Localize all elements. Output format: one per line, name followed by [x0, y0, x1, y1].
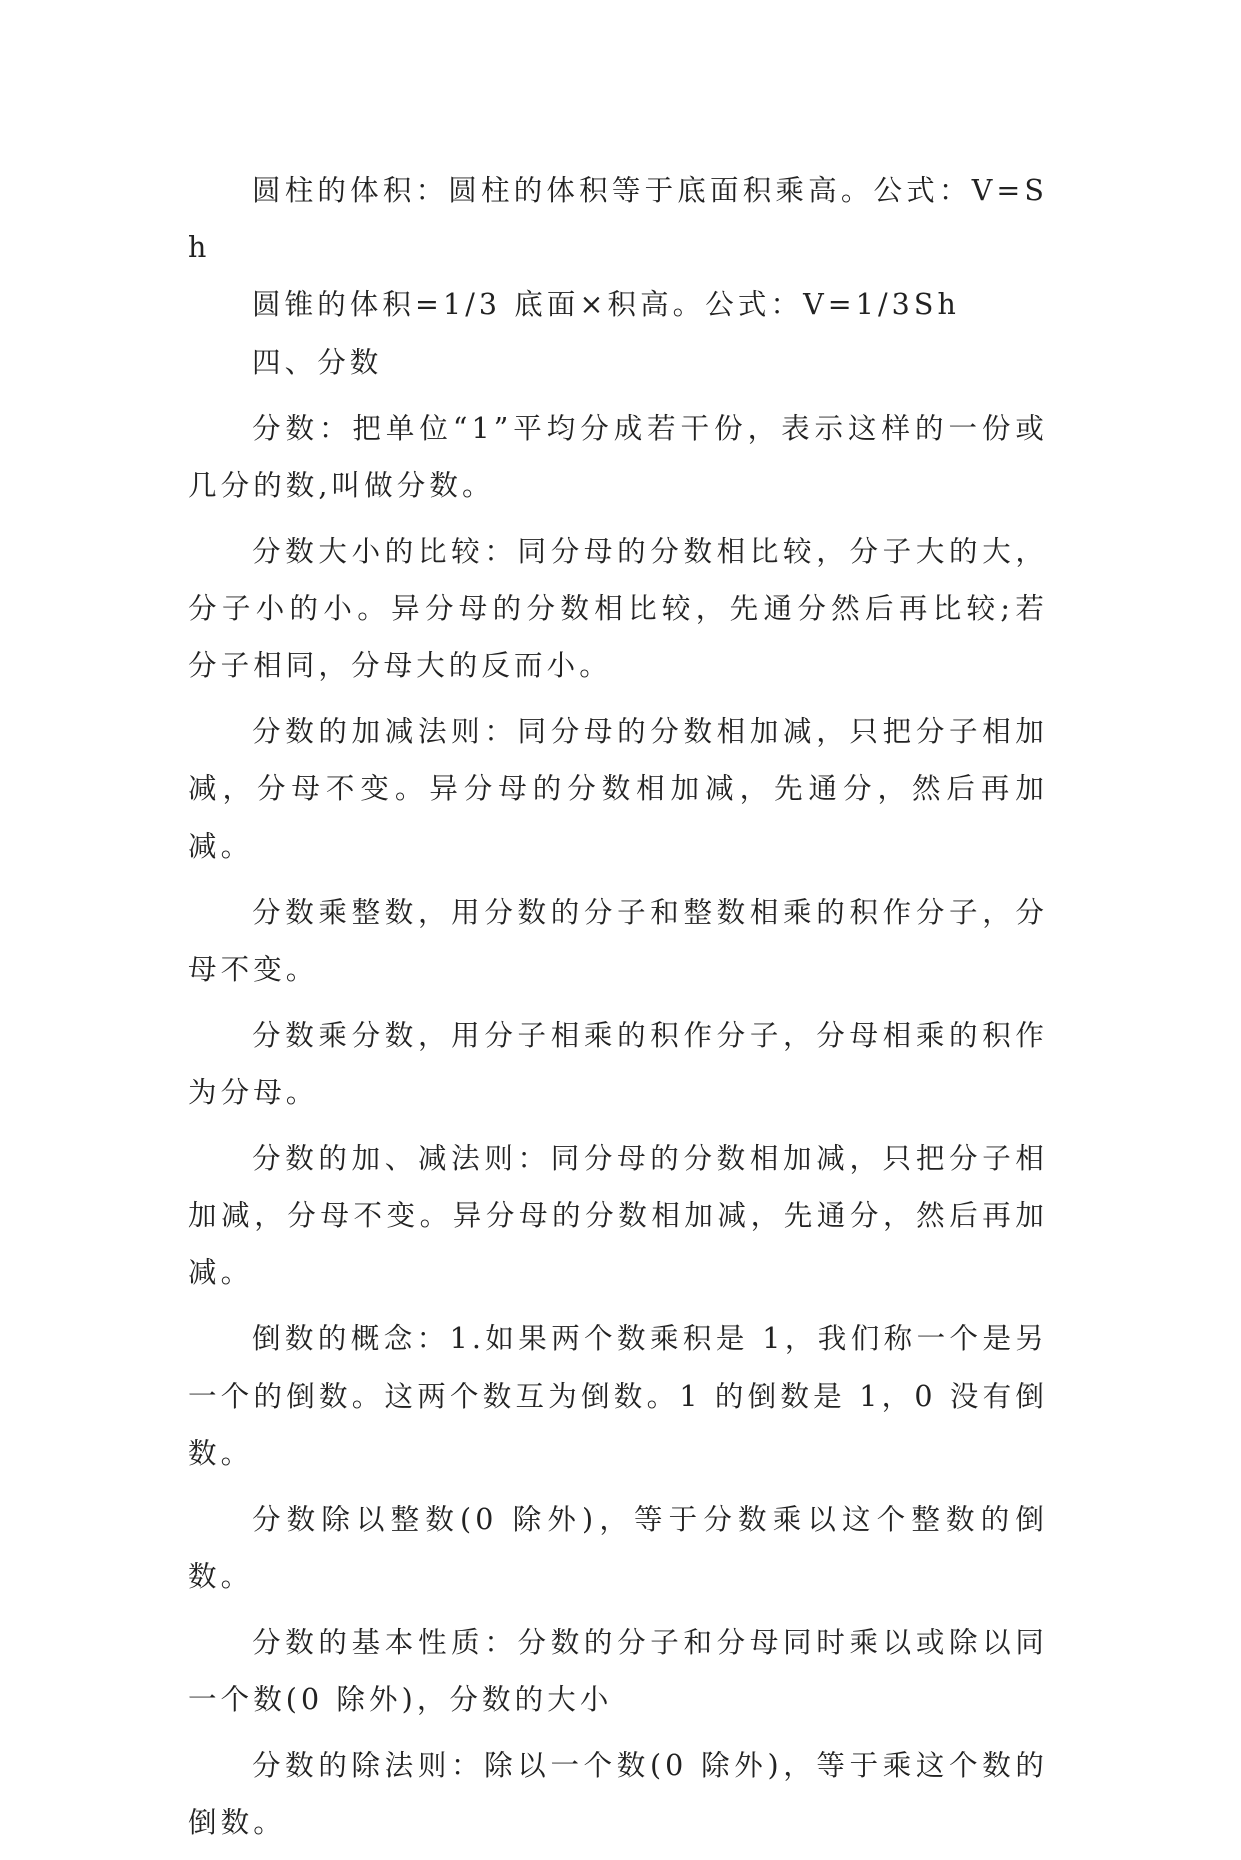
- paragraph-fraction-times-integer: 分数乘整数，用分数的分子和整数相乘的积作分子，分母不变。: [188, 895, 1048, 986]
- paragraph-add-subtract-rules-2: 分数的加、减法则：同分母的分数相加减，只把分子相加减，分母不变。异分母的分数相加减，先通分，然后再加减。: [188, 1142, 1048, 1290]
- paragraph-reciprocal-concept: 倒数的概念：1.如果两个数乘积是 1，我们称一个是另一个的倒数。这两个数互为倒数。1 的倒数是 1，0 没有倒数。: [188, 1322, 1048, 1470]
- section-heading-fractions: 四、分数: [252, 345, 383, 379]
- paragraph-division-rule: 分数的除法则：除以一个数(0 除外)，等于乘这个数的倒数。: [188, 1749, 1048, 1840]
- paragraph-fraction-divided-by-integer: 分数除以整数(0 除外)，等于分数乘以这个整数的倒数。: [188, 1502, 1048, 1594]
- paragraph-fraction-comparison: 分数大小的比较：同分母的分数相比较，分子大的大，分子小的小。异分母的分数相比较，先通分然后再比较;若分子相同，分母大的反而小。: [188, 534, 1048, 683]
- paragraph-basic-property: 分数的基本性质：分数的分子和分母同时乘以或除以同一个数(0 除外)，分数的大小: [188, 1626, 1048, 1717]
- paragraph-cylinder-volume: 圆柱的体积：圆柱的体积等于底面积乘高。公式：V=Sh: [188, 174, 1048, 265]
- paragraph-cone-volume: 圆锥的体积=1/3 底面×积高。公式：V=1/3Sh: [252, 288, 960, 322]
- paragraph-fraction-times-fraction: 分数乘分数，用分子相乘的积作分子，分母相乘的积作为分母。: [188, 1018, 1048, 1110]
- paragraph-add-subtract-rules: 分数的加减法则：同分母的分数相加减，只把分子相加减，分母不变。异分母的分数相加减，先通分，然后再加减。: [188, 715, 1048, 863]
- document-body: [188, 162, 1048, 1860]
- paragraph-fraction-definition: 分数：把单位“1”平均分成若干份，表示这样的一份或几分的数,叫做分数。: [188, 411, 1048, 502]
